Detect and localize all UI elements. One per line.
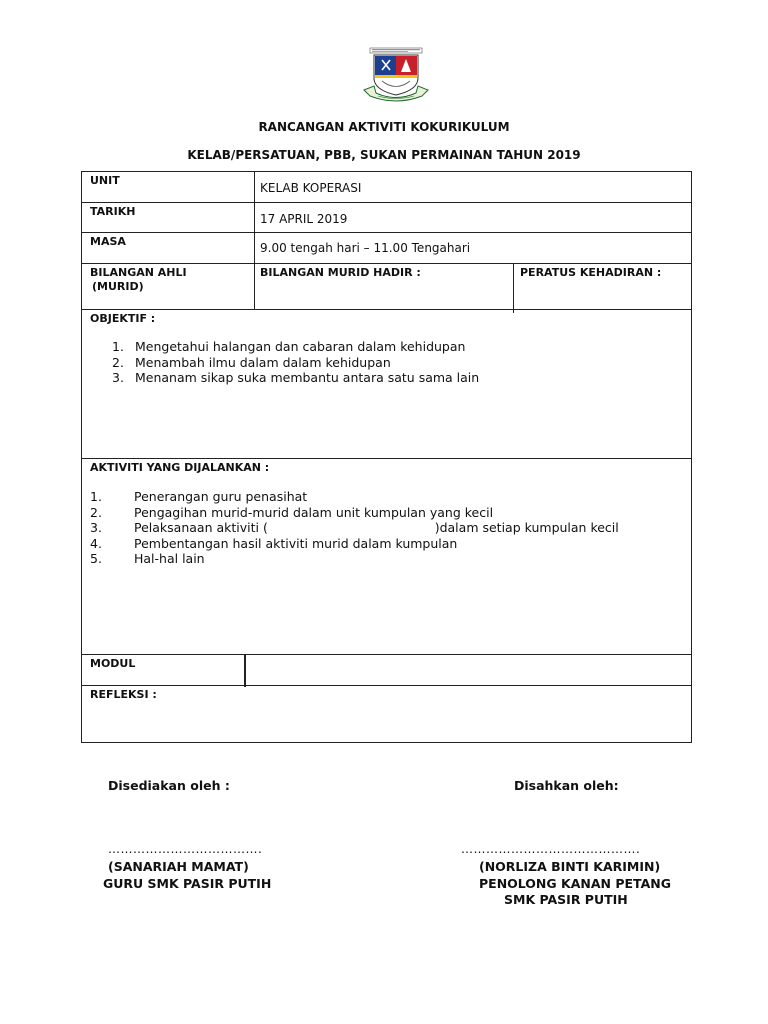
list-item: 4. Pembentangan hasil aktiviti murid dalam kumpulan — [90, 535, 458, 551]
approver-name: (NORLIZA BINTI KARIMIN) — [479, 859, 661, 874]
signature-line-right: ……………………………………. — [461, 842, 641, 856]
approver-school: SMK PASIR PUTIH — [504, 892, 628, 907]
document-title: RANCANGAN AKTIVITI KOKURIKULUM — [258, 120, 510, 134]
list-item: 2. Menambah ilmu dalam dalam kehidupan — [112, 354, 391, 370]
row-divider — [82, 458, 691, 459]
column-divider — [513, 263, 514, 313]
column-divider — [254, 172, 255, 309]
bilangan-ahli-sublabel: (MURID) — [92, 280, 144, 293]
document-subtitle: KELAB/PERSATUAN, PBB, SUKAN PERMAINAN TAHUN 2019 — [187, 148, 581, 162]
list-item: 3. Pelaksanaan aktiviti ( )dalam setiap kumpulan kecil — [90, 520, 619, 535]
peratus-kehadiran-label: PERATUS KEHADIRAN : — [520, 266, 662, 279]
masa-label: MASA — [90, 235, 126, 248]
refleksi-label: REFLEKSI : — [90, 688, 157, 701]
row-divider — [82, 685, 691, 686]
approver-title: PENOLONG KANAN PETANG — [479, 876, 671, 891]
disediakan-heading: Disediakan oleh : — [108, 778, 230, 793]
disahkan-heading: Disahkan oleh: — [514, 778, 619, 793]
modul-label: MODUL — [90, 657, 136, 670]
list-item: 5. Hal-hal lain — [90, 551, 205, 566]
bilangan-ahli-label: BILANGAN AHLI — [90, 266, 187, 279]
tarikh-value: 17 APRIL 2019 — [260, 212, 348, 226]
tarikh-label: TARIKH — [90, 205, 136, 218]
list-item: 1. Penerangan guru penasihat — [90, 489, 308, 504]
list-item: 3. Menanam sikap suka membantu antara satu sama lain — [112, 370, 480, 385]
activity-plan-form — [81, 171, 692, 743]
row-divider — [82, 263, 691, 264]
objektif-list — [112, 339, 479, 386]
row-divider — [82, 232, 691, 233]
list-item: 1. Mengetahui halangan dan cabaran dalam kehidupan — [112, 339, 466, 354]
row-divider — [82, 654, 691, 655]
list-item: 2. Pengagihan murid-murid dalam unit kumpulan yang kecil — [90, 504, 494, 520]
aktiviti-label: AKTIVITI YANG DIJALANKAN : — [90, 461, 270, 474]
row-divider — [82, 309, 691, 310]
row-divider — [82, 202, 691, 203]
column-divider — [244, 655, 246, 687]
signature-line-left: ………………………………. — [108, 842, 263, 856]
objektif-label: OBJEKTIF : — [90, 312, 156, 325]
preparer-name: (SANARIAH MAMAT) — [108, 859, 249, 874]
masa-value: 9.00 tengah hari – 11.00 Tengahari — [260, 241, 471, 255]
aktiviti-list — [90, 489, 619, 567]
preparer-title: GURU SMK PASIR PUTIH — [103, 876, 272, 891]
unit-value: KELAB KOPERASI — [260, 181, 362, 195]
school-crest-logo — [360, 46, 434, 104]
unit-label: UNIT — [90, 174, 120, 187]
bilangan-murid-hadir-label: BILANGAN MURID HADIR : — [260, 266, 421, 279]
